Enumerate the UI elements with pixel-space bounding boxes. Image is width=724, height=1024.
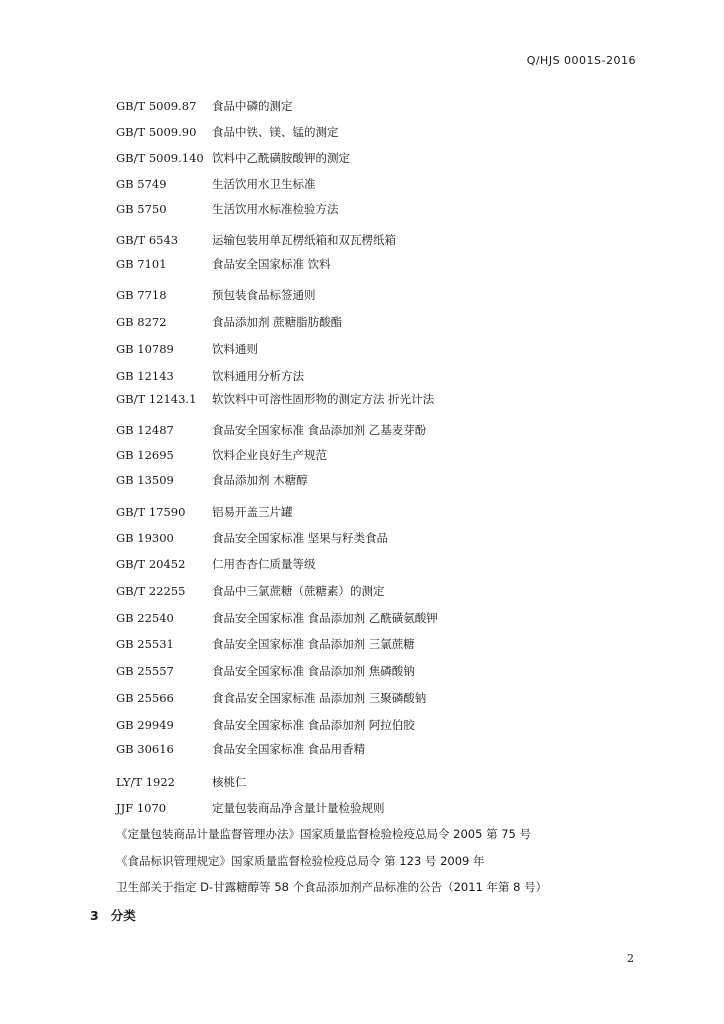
- reference-title: 饮料通用分析方法: [212, 369, 304, 383]
- section-heading: [90, 906, 136, 924]
- reference-item: [0, 367, 724, 385]
- reference-code: JJF 1070: [116, 801, 167, 815]
- reference-title: 软饮料中可溶性固形物的测定方法 折光计法: [212, 392, 435, 406]
- reference-item: [0, 689, 724, 707]
- reference-code: GB/T 5009.90: [116, 125, 197, 139]
- reference-code: GB 12143: [116, 369, 174, 383]
- reference-item: [0, 503, 724, 521]
- reference-code: GB 29949: [116, 718, 174, 732]
- reference-code: GB 8272: [116, 315, 167, 329]
- reference-title: 食品安全国家标准 食品添加剂 焦磷酸钠: [212, 664, 415, 678]
- reference-title: 食品安全国家标准 食品添加剂 阿拉伯胶: [212, 718, 415, 732]
- reference-title: 食品安全国家标准 饮料: [212, 257, 331, 271]
- reference-code: GB 10789: [116, 342, 174, 356]
- reference-item: [0, 799, 724, 817]
- reference-item: [0, 313, 724, 331]
- reference-item: [0, 471, 724, 489]
- section-number: 3: [90, 908, 99, 923]
- reference-code: GB/T 5009.140: [116, 151, 204, 165]
- reference-item: [0, 286, 724, 304]
- reference-code: GB 7718: [116, 288, 167, 302]
- reference-code: GB 5749: [116, 177, 167, 191]
- regulation-item: 《定量包装商品计量监督管理办法》国家质量监督检验检疫总局令 2005 第 75 号: [116, 827, 532, 841]
- reference-item: [0, 773, 724, 791]
- reference-title: 预包装食品标签通则: [212, 288, 316, 302]
- reference-item: [0, 635, 724, 653]
- reference-title: 核桃仁: [212, 775, 247, 789]
- reference-code: GB 25566: [116, 691, 174, 705]
- reference-code: GB 22540: [116, 611, 174, 625]
- reference-item: [0, 716, 724, 734]
- reference-code: GB/T 17590: [116, 505, 186, 519]
- reference-code: LY/T 1922: [116, 775, 175, 789]
- reference-item: [0, 231, 724, 249]
- reference-item: [0, 97, 724, 115]
- reference-title: 仁用杏杏仁质量等级: [212, 557, 316, 571]
- reference-title: 饮料企业良好生产规范: [212, 448, 327, 462]
- reference-code: GB/T 5009.87: [116, 99, 197, 113]
- reference-title: 食品添加剂 蔗糖脂肪酸酯: [212, 315, 343, 329]
- reference-code: GB 5750: [116, 202, 167, 216]
- reference-item: [0, 582, 724, 600]
- reference-code: GB 25557: [116, 664, 174, 678]
- reference-title: 铝易开盖三片罐: [212, 505, 293, 519]
- reference-item: [0, 555, 724, 573]
- reference-title: 定量包装商品净含量计量检验规则: [212, 801, 385, 815]
- reference-item: [0, 123, 724, 141]
- reference-code: GB/T 20452: [116, 557, 186, 571]
- reference-title: 食品安全国家标准 食品用香精: [212, 742, 366, 756]
- reference-title: 运输包装用单瓦楞纸箱和双瓦楞纸箱: [212, 233, 396, 247]
- reference-code: GB/T 6543: [116, 233, 179, 247]
- reference-title: 食品中铁、镁、锰的测定: [212, 125, 339, 139]
- reference-title: 食品添加剂 木糖醇: [212, 473, 308, 487]
- reference-title: 食品安全国家标准 坚果与籽类食品: [212, 531, 389, 545]
- reference-item: [0, 200, 724, 218]
- reference-code: GB 7101: [116, 257, 167, 271]
- reference-title: 食品安全国家标准 食品添加剂 三氯蔗糖: [212, 637, 415, 651]
- reference-code: GB 12695: [116, 448, 174, 462]
- reference-code: GB 30616: [116, 742, 174, 756]
- reference-code: GB 12487: [116, 423, 174, 437]
- reference-item: [0, 529, 724, 547]
- reference-code: GB 13509: [116, 473, 174, 487]
- reference-code: GB 25531: [116, 637, 174, 651]
- document-code: Q/HJS 0001S-2016: [526, 54, 636, 67]
- reference-title: 饮料中乙酰磺胺酸钾的测定: [212, 151, 350, 165]
- reference-item: [0, 446, 724, 464]
- section-title: 分类: [110, 908, 136, 923]
- regulation-item: 卫生部关于指定 D-甘露糖醇等 58 个食品添加剂产品标准的公告（2011 年第 8 号）: [116, 880, 548, 894]
- reference-item: [0, 340, 724, 358]
- reference-item: [0, 390, 724, 408]
- reference-item: [0, 609, 724, 627]
- reference-title: 食品中三氯蔗糖（蔗糖素）的测定: [212, 584, 385, 598]
- regulation-item: 《食品标识管理规定》国家质量监督检验检疫总局令 第 123 号 2009 年: [116, 854, 485, 868]
- reference-item: [0, 662, 724, 680]
- reference-title: 生活饮用水卫生标准: [212, 177, 316, 191]
- reference-code: GB/T 12143.1: [116, 392, 197, 406]
- reference-item: [0, 740, 724, 758]
- page-number: 2: [627, 952, 634, 965]
- reference-code: GB 19300: [116, 531, 174, 545]
- reference-item: [0, 175, 724, 193]
- reference-item: [0, 421, 724, 439]
- reference-item: [0, 149, 724, 167]
- reference-title: 食品安全国家标准 食品添加剂 乙基麦芽酚: [212, 423, 427, 437]
- reference-title: 饮料通则: [212, 342, 258, 356]
- reference-title: 食品安全国家标准 食品添加剂 乙酰磺氨酸钾: [212, 611, 438, 625]
- reference-title: 食食品安全国家标准 品添加剂 三聚磷酸钠: [212, 691, 427, 705]
- reference-title: 生活饮用水标准检验方法: [212, 202, 339, 216]
- reference-title: 食品中磷的测定: [212, 99, 293, 113]
- reference-item: [0, 255, 724, 273]
- reference-code: GB/T 22255: [116, 584, 186, 598]
